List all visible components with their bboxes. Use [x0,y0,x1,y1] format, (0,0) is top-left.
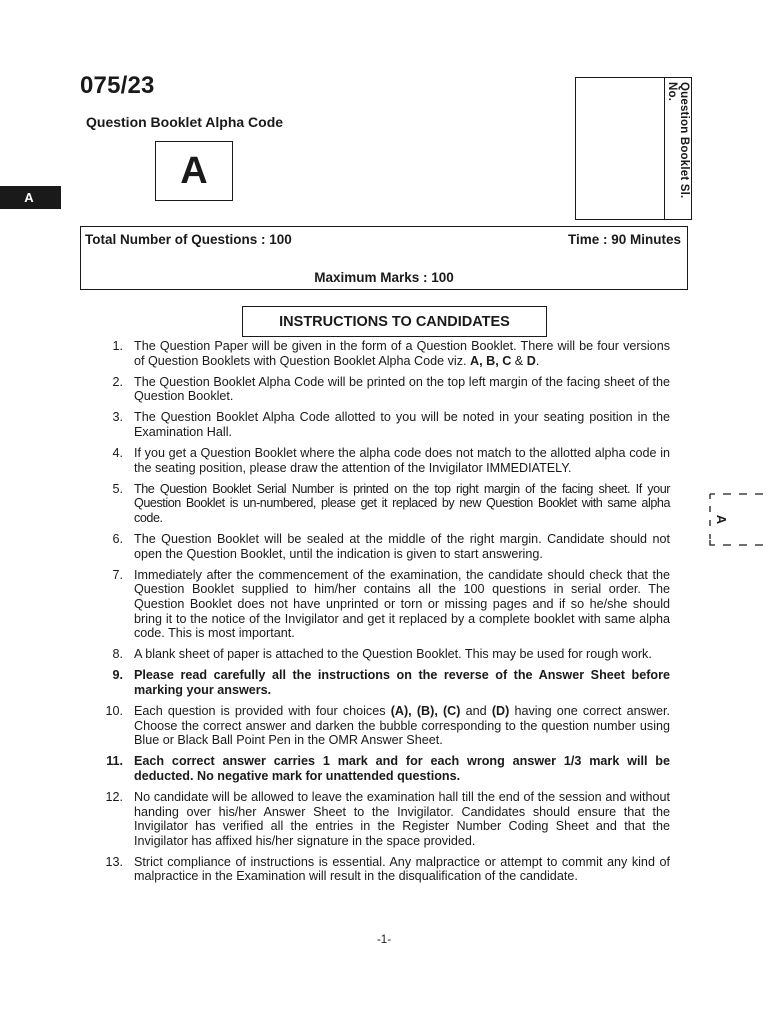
instruction-text-run: The Question Booklet will be sealed at the middle of the right margin. Candidate should not open the Question Booklet, until the indication is given to start answering. [134,532,670,561]
alpha-side-tab: A [0,186,61,209]
instruction-item [96,375,670,404]
instruction-number: 8. [112,647,123,662]
instruction-number: 2. [112,374,123,389]
alpha-code-value: A [180,149,208,192]
instruction-item [96,410,670,439]
instruction-text-run: The Question Booklet Serial Number is printed on the top right margin of the facing sheet. If your Question Booklet is un-numbered, please get it replaced by new Question Booklet with same alpha code. [134,481,670,525]
instruction-emphasis: (A), (B), (C) [390,703,461,718]
instruction-item [96,482,670,526]
instruction-item [96,855,670,884]
instruction-text-run: If you get a Question Booklet where the alpha code does not match to the allotted alpha code in the seating position, please draw the attention of the Invigilator IMMEDIATELY. [134,446,670,475]
instruction-emphasis: A, B, C [470,353,512,368]
instruction-text-run: Immediately after the commencement of the examination, the candidate should check that the Question Booklet supplied to him/her contains all the 100 questions in serial order. The Question Booklet does not have unprinted or torn or missing pages and if so he/she should bring it to the notice of the Invigilator and get it replaced by a complete booklet with same alpha code. This is most important. [134,567,670,641]
instruction-text-run: No candidate will be allowed to leave the examination hall till the end of the session and without handing over his/her Answer Sheet to the Invigilator. Candidates should ensure that the Invigilator has verified all the entries in the Register Number Coding Sheet and that the Invigilator has affixed his/her signature in the space provided. [134,789,670,848]
instruction-text [134,704,670,748]
instruction-item [96,446,670,475]
instruction-text-run: and [460,703,492,718]
instruction-item [96,568,670,641]
alpha-code-box [155,141,233,201]
instruction-number: 10. [105,703,123,718]
instruction-emphasis: (D) [491,703,510,718]
instruction-text-run: Each correct answer carries 1 mark and for each wrong answer 1/3 mark will be deducted. No negative mark for unattended questions. [134,754,670,783]
instruction-number: 5. [112,481,123,496]
instruction-emphasis: D [526,353,536,368]
instruction-text [134,446,670,475]
instruction-text [134,855,670,884]
instruction-text-run: The Question Booklet Alpha Code will be printed on the top left margin of the facing sheet of the Question Booklet. [134,374,670,404]
instruction-text-run: & [511,353,527,368]
instruction-text [134,339,670,368]
page-number: -1- [376,934,392,946]
instruction-text-run: The Question Paper will be given in the form of a Question Booklet. There will be four versions of Question Booklets with Question Booklet Alpha Code viz. [134,339,670,368]
instructions-title: INSTRUCTIONS TO CANDIDATES [242,306,547,337]
instruction-text [134,410,670,439]
instruction-number: 9. [112,668,123,683]
serial-number-divider [664,78,665,219]
instruction-number: 13. [105,854,123,869]
instruction-text [134,790,670,848]
instruction-text-run: . [535,353,540,368]
instruction-text [134,482,670,526]
instruction-number: 1. [112,339,123,353]
instruction-item [96,790,670,848]
instruction-item [96,339,670,368]
instruction-item [96,704,670,748]
instruction-number: 4. [112,446,123,461]
instruction-text-run: having one correct answer. Choose the correct answer and darken the bubble corresponding to the question number using Blue or Black Ball Point Pen in the OMR Answer Sheet. [134,703,670,748]
total-questions: Total Number of Questions : 100 [85,232,292,247]
paper-code: 075/23 [80,72,155,99]
instruction-number: 12. [105,789,123,804]
instruction-text-run: Please read carefully all the instructions on the reverse of the Answer Sheet before marking your answers. [134,668,670,697]
instruction-text [134,375,670,404]
instruction-text-run: The Question Booklet Alpha Code allotted to you will be noted in your seating position in the Examination Hall. [134,410,670,439]
instruction-text [134,647,670,662]
instruction-text [134,668,670,697]
instruction-text [134,568,670,641]
instruction-text-run: Each question is provided with four choices [134,703,391,718]
seal-mark [709,490,768,550]
alpha-code-label: Question Booklet Alpha Code [86,114,284,130]
instruction-number: 7. [112,567,123,582]
instruction-item [96,754,670,783]
serial-number-label: Question Booklet Sl. No. [666,82,690,199]
instruction-item [96,668,670,697]
exam-time: Time : 90 Minutes [567,232,681,247]
maximum-marks: Maximum Marks : 100 [314,270,454,285]
instruction-number: 3. [112,410,123,425]
instruction-text [134,532,670,561]
instruction-text-run: Strict compliance of instructions is essential. Any malpractice or attempt to commit any kind of malpractice in the Examination will result in the disqualification of the candidate. [134,854,670,884]
instruction-item [96,647,670,662]
exam-info-box [80,226,688,290]
serial-number-box [575,77,692,220]
instruction-item [96,532,670,561]
instruction-text [134,754,670,783]
instruction-number: 6. [112,532,123,547]
instructions-list [96,339,670,891]
instruction-number: 11. [106,754,123,769]
seal-mark-letter: A [714,514,730,525]
instruction-text-run: A blank sheet of paper is attached to the Question Booklet. This may be used for rough work. [134,647,652,662]
